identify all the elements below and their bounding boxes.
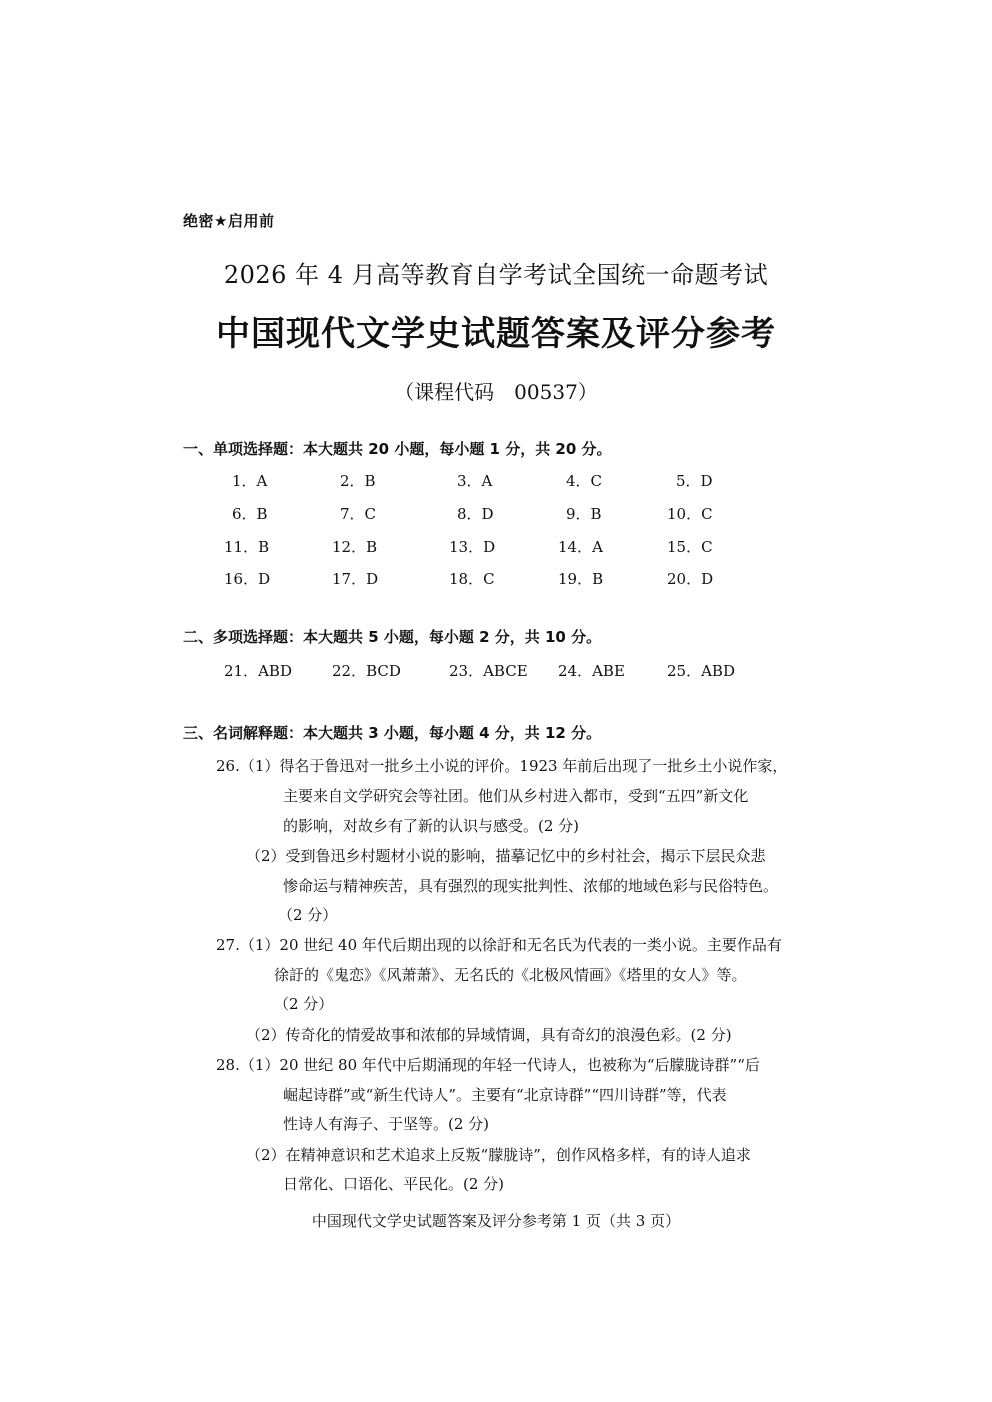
confidential-label: 绝密★启用前 (183, 212, 275, 230)
exam-title: 2026 年 4 月高等教育自学考试全国统一命题考试 (223, 261, 769, 289)
answer-item: 19．B (558, 570, 604, 588)
answer-item: 16．D (224, 570, 271, 588)
section-3-heading: 三、名词解释题：本大题共 3 小题，每小题 4 分，共 12 分。 (183, 724, 602, 742)
page-footer: 中国现代文学史试题答案及评分参考第 1 页（共 3 页） (311, 1212, 681, 1230)
answer-text-line: （2）传奇化的情爱故事和浓郁的异域情调，具有奇幻的浪漫色彩。(2 分) (246, 1026, 732, 1044)
answer-row (0, 568, 992, 590)
answer-item: 23．ABCE (449, 662, 528, 680)
answer-text-line: 27.（1）20 世纪 40 年代后期出现的以徐訏和无名氏为代表的一类小说。主要作品有 (216, 936, 782, 954)
answer-item: 20．D (667, 570, 714, 588)
answer-text-line: 的影响，对故乡有了新的认识与感受。(2 分) (283, 817, 580, 835)
answer-item: 1．A (232, 472, 268, 490)
answer-item: 8．D (457, 505, 494, 523)
answer-row (0, 660, 992, 682)
answer-item: 15．C (667, 538, 713, 556)
answer-item: 3．A (457, 472, 493, 490)
answer-item: 22．BCD (332, 662, 401, 680)
answer-item: 2．B (340, 472, 376, 490)
section-1-heading: 一、单项选择题：本大题共 20 小题，每小题 1 分，共 20 分。 (183, 440, 612, 458)
answer-item: 25．ABD (667, 662, 735, 680)
page-title: 中国现代文学史试题答案及评分参考 (216, 314, 776, 354)
answer-item: 7．C (340, 505, 377, 523)
answer-text-line: 28.（1）20 世纪 80 年代中后期涌现的年轻一代诗人，也被称为“后朦胧诗群”“后 (216, 1056, 760, 1074)
answer-text-line: （2 分） (274, 995, 334, 1013)
answer-row (0, 503, 992, 525)
answer-item: 5．D (676, 472, 713, 490)
answer-row (0, 536, 992, 558)
answer-item: 21．ABD (224, 662, 292, 680)
answer-text-line: （2）在精神意识和艺术追求上反叛“朦胧诗”，创作风格多样，有的诗人追求 (246, 1146, 751, 1164)
answer-row (0, 470, 992, 492)
answer-item: 12．B (332, 538, 378, 556)
answer-item: 13．D (449, 538, 496, 556)
section-2-heading: 二、多项选择题：本大题共 5 小题，每小题 2 分，共 10 分。 (183, 628, 602, 646)
answer-text-line: 日常化、口语化、平民化。(2 分) (283, 1175, 505, 1193)
answer-item: 24．ABE (558, 662, 625, 680)
answer-text-line: 26.（1）得名于鲁迅对一批乡土小说的评价。1923 年前后出现了一批乡土小说作家， (216, 757, 788, 775)
answer-item: 9．B (566, 505, 602, 523)
course-code: （课程代码 00537） (394, 380, 598, 404)
answer-item: 4．C (566, 472, 603, 490)
answer-text-line: （2）受到鲁迅乡村题材小说的影响，描摹记忆中的乡村社会，揭示下层民众悲 (246, 847, 766, 865)
answer-text-line: 惨命运与精神疾苦，具有强烈的现实批判性、浓郁的地域色彩与民俗特色。 (283, 877, 779, 895)
answer-text-line: 性诗人有海子、于坚等。(2 分) (283, 1115, 490, 1133)
answer-text-line: 主要来自文学研究会等社团。他们从乡村进入都市，受到“五四”新文化 (283, 787, 749, 805)
answer-item: 6．B (232, 505, 268, 523)
answer-text-line: （2 分） (278, 906, 338, 924)
answer-text-line: 徐訏的《鬼恋》《风萧萧》、无名氏的《北极风情画》《塔里的女人》等。 (274, 966, 747, 984)
answer-item: 10．C (667, 505, 713, 523)
answer-item: 17．D (332, 570, 379, 588)
answer-item: 11．B (224, 538, 270, 556)
answer-text-line: 崛起诗群”或“新生代诗人”。主要有“北京诗群”“四川诗群”等，代表 (283, 1086, 727, 1104)
answer-item: 18．C (449, 570, 495, 588)
answer-item: 14．A (558, 538, 603, 556)
